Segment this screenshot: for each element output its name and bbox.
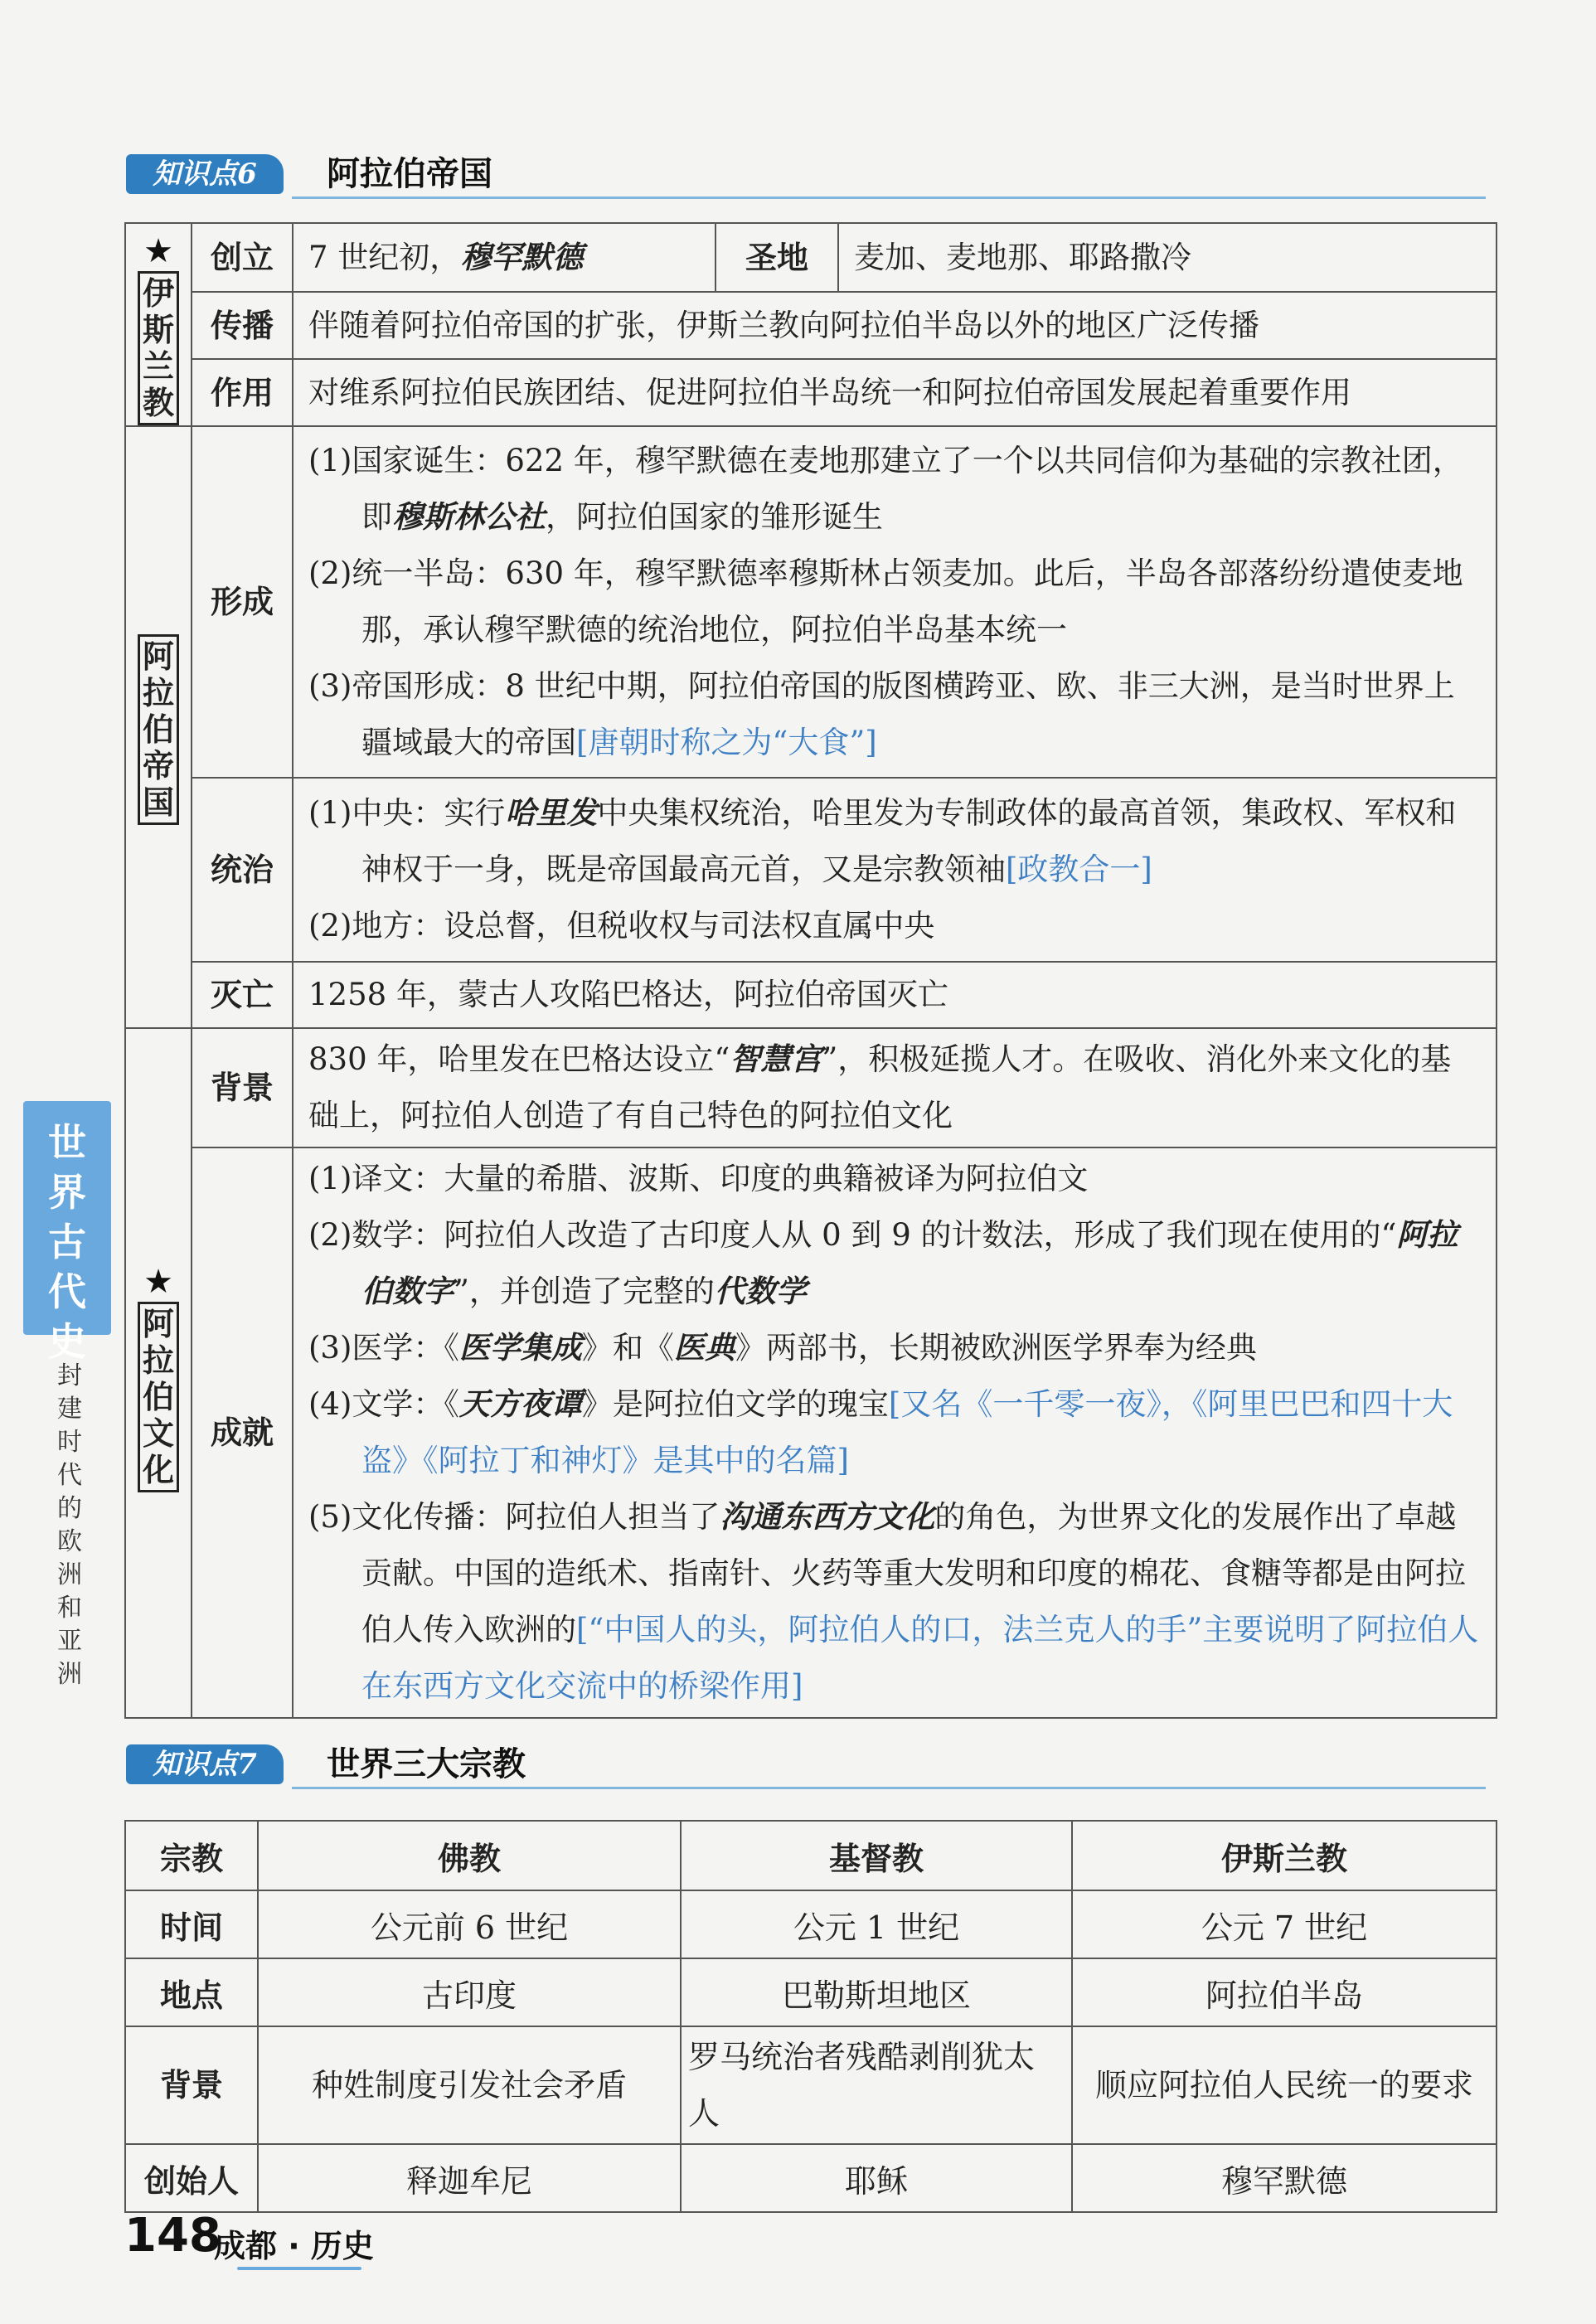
header-islam: 伊斯兰教	[1072, 1821, 1497, 1890]
row-label-time: 时间	[125, 1890, 258, 1958]
founding-label: 创立	[192, 223, 293, 292]
table-cell: 公元 7 世纪	[1072, 1890, 1497, 1958]
table-row	[125, 2026, 1497, 2144]
holy-label: 圣地	[716, 223, 838, 292]
table-row	[125, 1958, 1497, 2026]
row-role	[125, 359, 1497, 426]
achievements-label: 成就	[192, 1147, 293, 1718]
achievements-content	[293, 1147, 1497, 1718]
culture-transfer-note: [“中国人的头，阿拉伯人的口，法兰克人的手”主要说明了阿拉伯人在东西方文化交流中的桥梁作用]	[361, 1612, 1479, 1704]
achievement-item-5: (5)文化传播：阿拉伯人担当了沟通东西方文化的角色，为世界文化的发展作出了卓越贡献。中国的造纸术、指南针、火药等重大发明和印度的棉花、食糖等都是由阿拉伯人传入欧洲的[“中国人的头，阿拉伯人的口，法兰克人的手”主要说明了阿拉伯人在东西方文化交流中的桥梁作用]	[308, 1499, 1479, 1704]
table-cell: 公元 1 世纪	[681, 1890, 1072, 1958]
religions-table	[124, 1820, 1497, 2213]
background-label: 背景	[192, 1028, 293, 1147]
section7-title: 世界三大宗教	[327, 1745, 526, 1783]
founding-value: 7 世纪初，穆罕默德	[293, 223, 716, 292]
achievement-item-1: (1)译文：大量的希腊、波斯、印度的典籍被译为阿拉伯文	[308, 1161, 1089, 1196]
achievement-item-4: (4)文学：《天方夜谭》是阿拉伯文学的瑰宝[又名《一千零一夜》，《阿里巴巴和四十大盗》《阿拉丁和神灯》是其中的名篇]	[308, 1386, 1453, 1478]
table-cell: 耶稣	[681, 2144, 1072, 2212]
table-cell: 阿拉伯半岛	[1072, 1958, 1497, 2026]
formation-item-2: (2)统一半岛：630 年，穆罕默德率穆斯林占领麦加。此后，半岛各部落纷纷遣使麦地那，承认穆罕默德的统治地位，阿拉伯半岛基本统一	[308, 556, 1463, 648]
culture-group-cell	[125, 1028, 192, 1718]
achievement-item-3: (3)医学：《医学集成》和《医典》两部书，长期被欧洲医学界奉为经典	[308, 1330, 1257, 1366]
islam-group-cell	[125, 223, 192, 426]
formation-item-1: (1)国家诞生：622 年，穆罕默德在麦地那建立了一个以共同信仰为基础的宗教社团，即穆斯林公社，阿拉伯国家的雏形诞生	[308, 443, 1463, 535]
row-rule	[125, 778, 1497, 962]
book-title: 成都 · 历史	[214, 2228, 374, 2264]
table-cell: 释迦牟尼	[258, 2144, 681, 2212]
row-formation	[125, 426, 1497, 778]
table-cell: 公元前 6 世纪	[258, 1890, 681, 1958]
table-row	[125, 2144, 1497, 2212]
empire-group-label: 阿拉伯帝国	[138, 634, 179, 825]
rule-note: [政教合一]	[1006, 851, 1152, 887]
founder-name: 穆罕默德	[460, 239, 584, 275]
empire-group-cell	[125, 426, 192, 1028]
formation-item-3: (3)帝国形成：8 世纪中期，阿拉伯帝国的版图横跨亚、欧、非三大洲，是当时世界上疆域最大的帝国[唐朝时称之为“大食”]	[308, 668, 1455, 760]
row-fall	[125, 962, 1497, 1028]
section7-badge: 知识点7	[126, 1744, 284, 1784]
table-cell: 古印度	[258, 1958, 681, 2026]
section7-rule	[292, 1787, 1486, 1789]
religions-header-row	[125, 1821, 1497, 1890]
row-label-place: 地点	[125, 1958, 258, 2026]
table-cell: 罗马统治者残酷剥削犹太人	[681, 2026, 1072, 2144]
spread-value: 伴随着阿拉伯帝国的扩张，伊斯兰教向阿拉伯半岛以外的地区广泛传播	[293, 292, 1497, 359]
formation-content	[293, 426, 1497, 778]
rule-label: 统治	[192, 778, 293, 962]
row-spread	[125, 292, 1497, 359]
side-tab-label: 世界古代史	[48, 1120, 86, 1364]
rule-content	[293, 778, 1497, 962]
role-value: 对维系阿拉伯民族团结、促进阿拉伯半岛统一和阿拉伯帝国发展起着重要作用	[293, 359, 1497, 426]
page-number: 148	[124, 2209, 221, 2263]
holy-value: 麦加、麦地那、耶路撒冷	[838, 223, 1497, 292]
table-cell: 穆罕默德	[1072, 2144, 1497, 2212]
role-label: 作用	[192, 359, 293, 426]
rule-item-2: (2)地方：设总督，但税收权与司法权直属中央	[308, 908, 935, 944]
row-label-background: 背景	[125, 2026, 258, 2144]
islam-group-label: 伊斯兰教	[138, 271, 179, 425]
section6-title: 阿拉伯帝国	[327, 155, 492, 193]
star-icon: ★	[143, 232, 173, 270]
header-religion: 宗教	[125, 1821, 258, 1890]
row-founding	[125, 223, 1497, 292]
table-cell: 巴勒斯坦地区	[681, 1958, 1072, 2026]
star-icon: ★	[143, 1262, 173, 1301]
header-buddhism: 佛教	[258, 1821, 681, 1890]
section6-header	[126, 151, 1486, 197]
row-achievements	[125, 1147, 1497, 1718]
arab-empire-table	[124, 222, 1497, 1719]
side-subtitle: 封建时代的欧洲和亚洲	[57, 1361, 82, 1689]
section6-badge: 知识点6	[126, 154, 284, 194]
table-cell: 顺应阿拉伯人民统一的要求	[1072, 2026, 1497, 2144]
spread-label: 传播	[192, 292, 293, 359]
section7-header	[126, 1741, 1486, 1788]
formation-label: 形成	[192, 426, 293, 778]
fall-value: 1258 年，蒙古人攻陷巴格达，阿拉伯帝国灭亡	[293, 962, 1497, 1028]
footer-rule	[237, 2267, 361, 2270]
table-row	[125, 1890, 1497, 1958]
rule-item-1: (1)中央：实行哈里发中央集权统治，哈里发为专制政体的最高首领，集政权、军权和神权于一身，既是帝国最高元首，又是宗教领袖[政教合一]	[308, 795, 1457, 887]
background-value: 830 年，哈里发在巴格达设立“智慧宫”，积极延揽人才。在吸收、消化外来文化的基础上，阿拉伯人创造了有自己特色的阿拉伯文化	[293, 1028, 1497, 1147]
row-label-founder: 创始人	[125, 2144, 258, 2212]
table-cell: 种姓制度引发社会矛盾	[258, 2026, 681, 2144]
header-christianity: 基督教	[681, 1821, 1072, 1890]
section6-rule	[292, 196, 1486, 199]
side-chapter-tab	[23, 1101, 111, 1364]
fall-label: 灭亡	[192, 962, 293, 1028]
achievement-item-2: (2)数学：阿拉伯人改造了古印度人从 0 到 9 的计数法，形成了我们现在使用的“阿拉伯数字”，并创造了完整的代数学	[308, 1217, 1458, 1309]
row-background	[125, 1028, 1497, 1147]
formation-note: [唐朝时称之为“大食”]	[576, 725, 877, 760]
literature-note: [又名《一千零一夜》，《阿里巴巴和四十大盗》《阿拉丁和神灯》是其中的名篇]	[361, 1386, 1453, 1478]
culture-group-label: 阿拉伯文化	[138, 1302, 179, 1492]
